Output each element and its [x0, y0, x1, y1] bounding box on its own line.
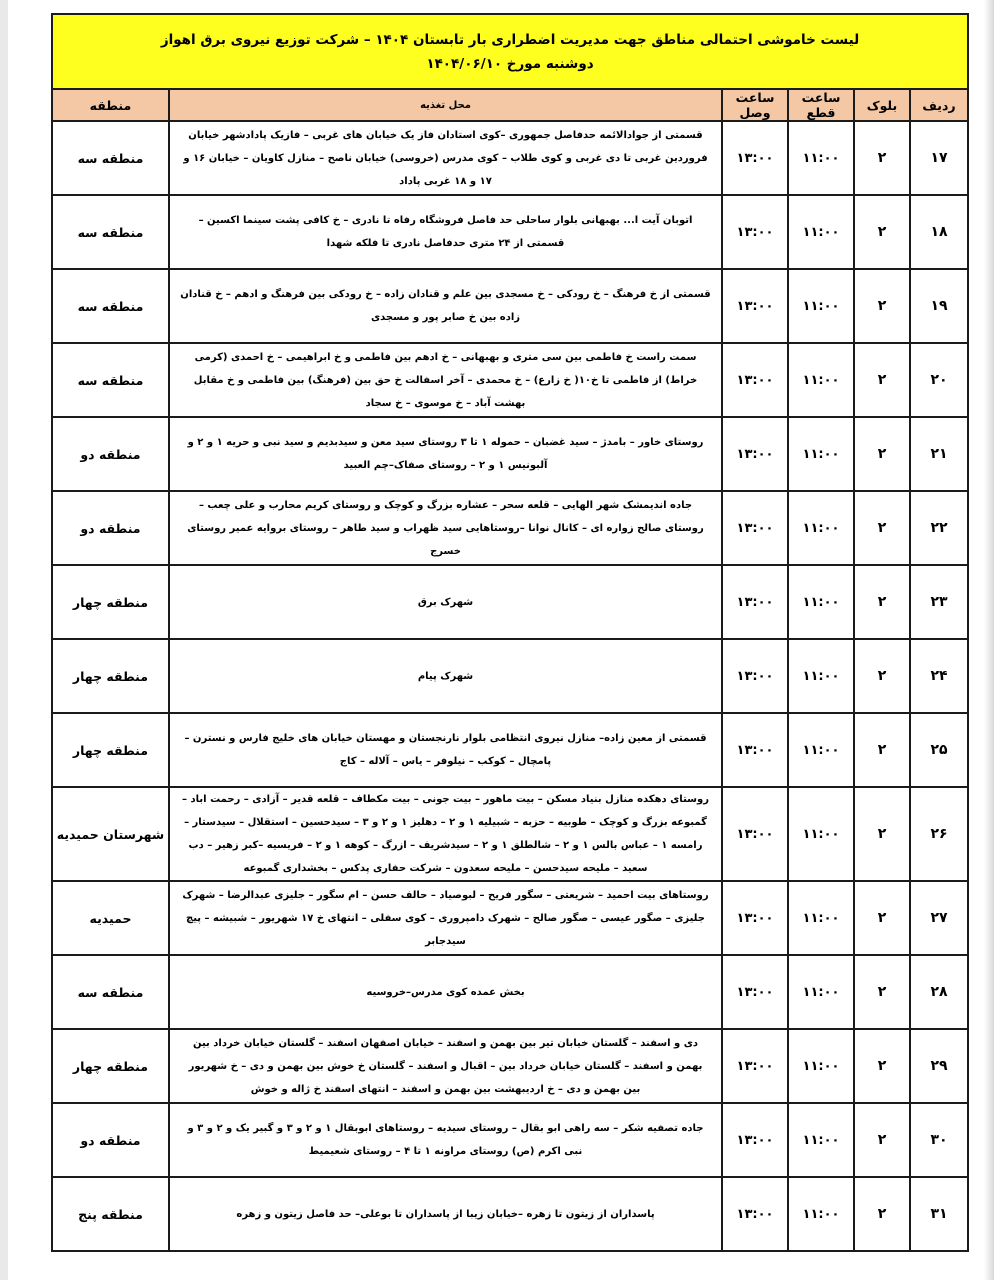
table-row: [52, 881, 968, 955]
page-edge: [984, 0, 994, 1280]
row-number-cell: ۲۶: [910, 787, 968, 881]
cut-time-cell: ۱۱:۰۰: [788, 955, 854, 1029]
block-cell: ۲: [854, 343, 910, 417]
feed-location-cell: روستای دهکده منازل بنیاد مسکن – بیت ماهور – بیت جونی – بیت مکطاف – قلعه قدیر – آزادی – رحمت اباد – گمبوعه بزرگ و کوچک – طوبیه – حزبه – شبیلیه ۱ و ۲ – دهلیز ۱ و ۲ و ۳ – سیدحسین – استقلال – سیدستار – رامسه ۱ – عباس بالس ۱ و ۲ – شالطلق ۱ و ۲ – سیدشریف – ازرگ – کوهه ۱ و ۲ – فریسیه –کبر زهیر – دب سعید – ملیحه سیدحسن – ملیحه سعدون – شرکت حفاری پدکس – بخشداری گمبوعه: [169, 787, 722, 881]
connect-time-cell: ۱۳:۰۰: [722, 417, 788, 491]
block-cell: ۲: [854, 881, 910, 955]
cut-time-cell: ۱۱:۰۰: [788, 1029, 854, 1103]
table-row: [52, 417, 968, 491]
region-cell: منطقه سه: [52, 955, 169, 1029]
block-cell: ۲: [854, 955, 910, 1029]
cut-time-cell: ۱۱:۰۰: [788, 1177, 854, 1251]
header-block: بلوک: [854, 89, 910, 121]
connect-time-cell: ۱۳:۰۰: [722, 1177, 788, 1251]
document-date: دوشنبه مورخ ۱۴۰۴/۰۶/۱۰: [426, 55, 594, 72]
connect-time-cell: ۱۳:۰۰: [722, 121, 788, 195]
cut-time-cell: ۱۱:۰۰: [788, 1103, 854, 1177]
connect-time-cell: ۱۳:۰۰: [722, 1103, 788, 1177]
cut-time-cell: ۱۱:۰۰: [788, 491, 854, 565]
block-cell: ۲: [854, 269, 910, 343]
table-row: [52, 565, 968, 639]
row-number-cell: ۱۷: [910, 121, 968, 195]
region-cell: منطقه پنج: [52, 1177, 169, 1251]
table-row: [52, 955, 968, 1029]
connect-time-cell: ۱۳:۰۰: [722, 491, 788, 565]
feed-location-cell: بخش عمده کوی مدرس–خروسیه: [169, 955, 722, 1029]
block-cell: ۲: [854, 565, 910, 639]
feed-location-cell: جاده تصفیه شکر – سه راهی ابو بقال – روستای سیدیه – روستاهای ابوبقال ۱ و ۲ و ۳ و گبیر یک و ۲ و ۳ و نبی اکرم (ص) روستای مراونه ۱ تا ۴ – روستای شعیمیط: [169, 1103, 722, 1177]
blackout-schedule: [53, 13, 969, 1252]
region-cell: منطقه سه: [52, 269, 169, 343]
header-cut-time: ساعت قطع: [788, 89, 854, 121]
table-row: [52, 1103, 968, 1177]
connect-time-cell: ۱۳:۰۰: [722, 955, 788, 1029]
block-cell: ۲: [854, 1103, 910, 1177]
cut-time-cell: ۱۱:۰۰: [788, 269, 854, 343]
feed-location-cell: دی و اسفند – گلستان خیابان تیر بین بهمن و اسفند – خیابان اصفهان اسفند – گلستان خیابان خرداد بین بهمن و اسفند – گلستان خیابان خرداد بین – اقبال و اسفند – گلستان خ خوش بین بهمن و دی – خ شهریور بین بهمن و دی – خ اردیبهشت بین بهمن و اسفند – انتهای اسفند خ ژاله و خوش: [169, 1029, 722, 1103]
connect-time-cell: ۱۳:۰۰: [722, 787, 788, 881]
connect-time-cell: ۱۳:۰۰: [722, 195, 788, 269]
table-row: [52, 1029, 968, 1103]
row-number-cell: ۱۹: [910, 269, 968, 343]
table-row: [52, 787, 968, 881]
header-row-number: ردیف: [910, 89, 968, 121]
region-cell: منطقه دو: [52, 1103, 169, 1177]
feed-location-cell: قسمتی از خ فرهنگ – خ رودکی – خ مسجدی بین علم و قنادان زاده – خ رودکی بین فرهنگ و ادهم – خ قنادان زاده بین خ صابر پور و مسجدی: [169, 269, 722, 343]
cut-time-cell: ۱۱:۰۰: [788, 121, 854, 195]
feed-location-cell: شهرک پیام: [169, 639, 722, 713]
block-cell: ۲: [854, 639, 910, 713]
table-row: [52, 491, 968, 565]
cut-time-cell: ۱۱:۰۰: [788, 639, 854, 713]
block-cell: ۲: [854, 121, 910, 195]
cut-time-cell: ۱۱:۰۰: [788, 787, 854, 881]
region-cell: منطقه دو: [52, 491, 169, 565]
row-number-cell: ۲۳: [910, 565, 968, 639]
row-number-cell: ۲۷: [910, 881, 968, 955]
row-number-cell: ۲۸: [910, 955, 968, 1029]
block-cell: ۲: [854, 417, 910, 491]
table-row: [52, 639, 968, 713]
feed-location-cell: روستاهای بیت احمید – شریعتی – سگور فریح – لبوصیاد – حالف حسن – ام سگور – جلیزی عبدالرضا – شهرک جلیزی – صگور عیسی – صگور صالح – شهرک دامپروری – کوی سفلی – انتهای خ ۱۷ شهریور – شبیشه – پیچ سیدجابر: [169, 881, 722, 955]
row-number-cell: ۲۵: [910, 713, 968, 787]
row-number-cell: ۱۸: [910, 195, 968, 269]
table-row: [52, 269, 968, 343]
cut-time-cell: ۱۱:۰۰: [788, 343, 854, 417]
region-cell: منطقه سه: [52, 195, 169, 269]
cut-time-cell: ۱۱:۰۰: [788, 565, 854, 639]
table-header: [52, 89, 968, 121]
table-row: [52, 121, 968, 195]
feed-location-cell: قسمتی از معین زاده– منازل نیروی انتظامی بلوار نارنجستان و مهستان خیابان های خلیج فارس و نسترن – پامچال – کوکب – نیلوفر – یاس – آلاله – کاج: [169, 713, 722, 787]
connect-time-cell: ۱۳:۰۰: [722, 269, 788, 343]
row-number-cell: ۲۴: [910, 639, 968, 713]
cut-time-cell: ۱۱:۰۰: [788, 881, 854, 955]
feed-location-cell: جاده اندیمشک شهر الهایی – قلعه سحر – عشاره بزرگ و کوچک و روستای کریم محارب و علی چعب – روستای صالح زواره ای – کانال نوانا –روستاهایی سید ظهراب و سید طاهر – روستای بروایه عمیر روستای خسرج: [169, 491, 722, 565]
region-cell: شهرستان حمیدیه: [52, 787, 169, 881]
block-cell: ۲: [854, 1029, 910, 1103]
connect-time-cell: ۱۳:۰۰: [722, 713, 788, 787]
feed-location-cell: قسمتی از جوادالائمه حدفاصل جمهوری –کوی استادان فاز یک خیابان های غربی – فازیک پادادشهر خیابان فروردین غربی تا دی غربی و کوی طلاب – کوی مدرس (خروسی) خیابان ناصح – منازل کاویان – خیابان ۱۶ و ۱۷ و ۱۸ غربی پاداد: [169, 121, 722, 195]
region-cell: حمیدیه: [52, 881, 169, 955]
feed-location-cell: سمت راست خ فاطمی بین سی متری و بهبهانی – خ ادهم بین فاطمی و خ ابراهیمی – خ احمدی (کرمی خراط) از فاطمی تا خ۱۰( خ زارع) – خ محمدی – آخر اسفالت خ حق بین (فرهنگ) بین فاطمی و خ مقابل بهشت آباد – خ موسوی – خ سجاد: [169, 343, 722, 417]
cut-time-cell: ۱۱:۰۰: [788, 713, 854, 787]
connect-time-cell: ۱۳:۰۰: [722, 1029, 788, 1103]
region-cell: منطقه دو: [52, 417, 169, 491]
cut-time-cell: ۱۱:۰۰: [788, 195, 854, 269]
header-connect-time: ساعت وصل: [722, 89, 788, 121]
block-cell: ۲: [854, 491, 910, 565]
region-cell: منطقه چهار: [52, 713, 169, 787]
region-cell: منطقه سه: [52, 121, 169, 195]
cut-time-cell: ۱۱:۰۰: [788, 417, 854, 491]
row-number-cell: ۲۱: [910, 417, 968, 491]
document-title: لیست خاموشی احتمالی مناطق جهت مدیریت اضطراری بار تابستان ۱۴۰۴ – شرکت توزیع نیروی برق اهواز: [160, 31, 860, 48]
region-cell: منطقه چهار: [52, 639, 169, 713]
block-cell: ۲: [854, 1177, 910, 1251]
connect-time-cell: ۱۳:۰۰: [722, 343, 788, 417]
block-cell: ۲: [854, 787, 910, 881]
title-banner: [52, 14, 968, 89]
block-cell: ۲: [854, 713, 910, 787]
region-cell: منطقه سه: [52, 343, 169, 417]
region-cell: منطقه چهار: [52, 1029, 169, 1103]
block-cell: ۲: [854, 195, 910, 269]
table-row: [52, 713, 968, 787]
table-row: [52, 343, 968, 417]
feed-location-cell: پاسداران از زیتون تا زهره –خیابان زیبا از پاسداران تا بوعلی– حد فاصل زیتون و زهره: [169, 1177, 722, 1251]
schedule-table: [51, 13, 969, 1252]
row-number-cell: ۳۱: [910, 1177, 968, 1251]
row-number-cell: ۲۲: [910, 491, 968, 565]
connect-time-cell: ۱۳:۰۰: [722, 565, 788, 639]
table-row: [52, 195, 968, 269]
header-region: منطقه: [52, 89, 169, 121]
row-number-cell: ۳۰: [910, 1103, 968, 1177]
connect-time-cell: ۱۳:۰۰: [722, 881, 788, 955]
connect-time-cell: ۱۳:۰۰: [722, 639, 788, 713]
header-feed-location: محل تغذیه: [169, 89, 722, 121]
row-number-cell: ۲۹: [910, 1029, 968, 1103]
table-row: [52, 1177, 968, 1251]
feed-location-cell: شهرک برق: [169, 565, 722, 639]
feed-location-cell: روستای خاور – بامدژ – سید غضبان – حموله ۱ تا ۳ روستای سید معن و سیدبدیم و سید نبی و حریه ۱ و ۲ و آلبونیس ۱ و ۲ – روستای صفاک–چم العبید: [169, 417, 722, 491]
region-cell: منطقه چهار: [52, 565, 169, 639]
row-number-cell: ۲۰: [910, 343, 968, 417]
table-body: [52, 121, 968, 1251]
feed-location-cell: اتوبان آیت ا... بهبهانی بلوار ساحلی حد فاصل فروشگاه رفاه تا نادری – خ کافی پشت سینما اکسین – قسمتی از ۲۴ متری حدفاصل نادری تا فلکه شهدا: [169, 195, 722, 269]
